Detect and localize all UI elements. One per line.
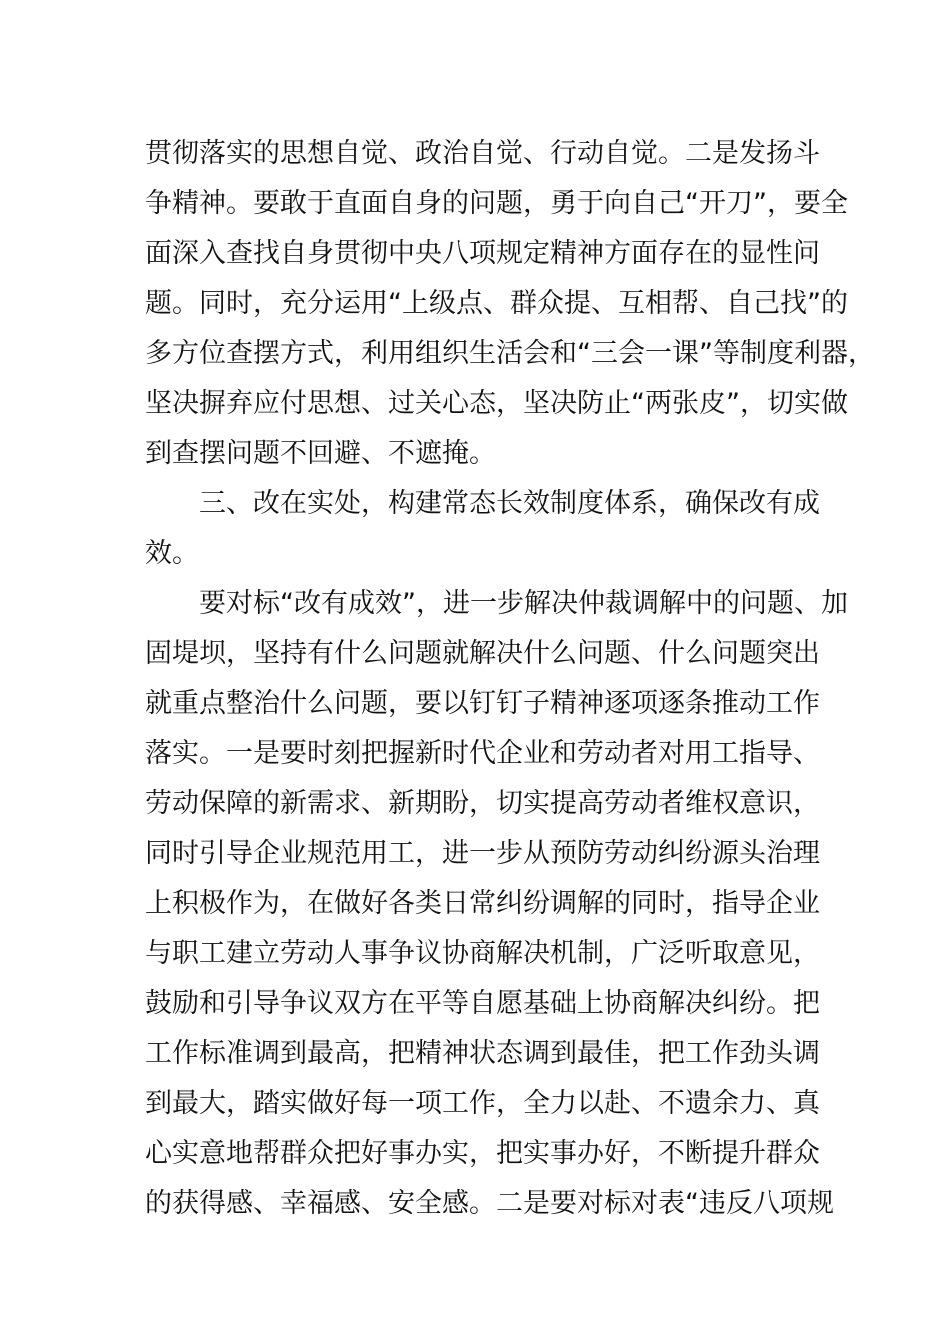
text-line-11: 固堤坝，坚持有什么问题就解决什么问题、什么问题突出 xyxy=(145,638,820,669)
section-heading-line-2: 效。 xyxy=(145,538,199,569)
text-line-4: 题。同时，充分运用“上级点、群众提、互相帮、自己找”的 xyxy=(145,288,848,319)
text-line-12: 就重点整治什么问题，要以钉钉子精神逐项逐条推动工作 xyxy=(145,688,820,719)
text-line-13: 落实。一是要时刻把握新时代企业和劳动者对用工指导、 xyxy=(145,738,820,769)
text-line-16: 上积极作为，在做好各类日常纠纷调解的同时，指导企业 xyxy=(145,888,820,919)
text-line-14: 劳动保障的新需求、新期盼，切实提高劳动者维权意识， xyxy=(145,788,820,819)
text-line-3: 面深入查找自身贯彻中央八项规定精神方面存在的显性问 xyxy=(145,238,820,269)
text-line-15: 同时引导企业规范用工，进一步从预防劳动纠纷源头治理 xyxy=(145,838,820,869)
text-line-18: 鼓励和引导争议双方在平等自愿基础上协商解决纠纷。把 xyxy=(145,988,820,1019)
text-line-6: 坚决摒弃应付思想、过关心态，坚决防止“两张皮”，切实做 xyxy=(145,388,848,419)
text-line-2: 争精神。要敢于直面自身的问题，勇于向自己“开刀”，要全 xyxy=(145,188,848,219)
text-line-17: 与职工建立劳动人事争议协商解决机制，广泛听取意见， xyxy=(145,938,820,969)
text-line-20: 到最大，踏实做好每一项工作，全力以赴、不遗余力、真 xyxy=(145,1088,820,1119)
text-line-5: 多方位查摆方式，利用组织生活会和“三会一课”等制度利器， xyxy=(145,338,875,369)
text-line-10: 要对标“改有成效”，进一步解决仲裁调解中的问题、加 xyxy=(145,588,848,619)
text-line-19: 工作标准调到最高，把精神状态调到最佳，把工作劲头调 xyxy=(145,1038,820,1069)
text-line-1: 贯彻落实的思想自觉、政治自觉、行动自觉。二是发扬斗 xyxy=(145,138,820,169)
text-line-21: 心实意地帮群众把好事办实，把实事办好，不断提升群众 xyxy=(145,1138,820,1169)
section-heading-line-1: 三、改在实处，构建常态长效制度体系，确保改有成 xyxy=(145,488,820,519)
text-line-7: 到查摆问题不回避、不遮掩。 xyxy=(145,438,496,469)
text-line-22: 的获得感、幸福感、安全感。二是要对标对表“违反八项规 xyxy=(145,1188,834,1219)
